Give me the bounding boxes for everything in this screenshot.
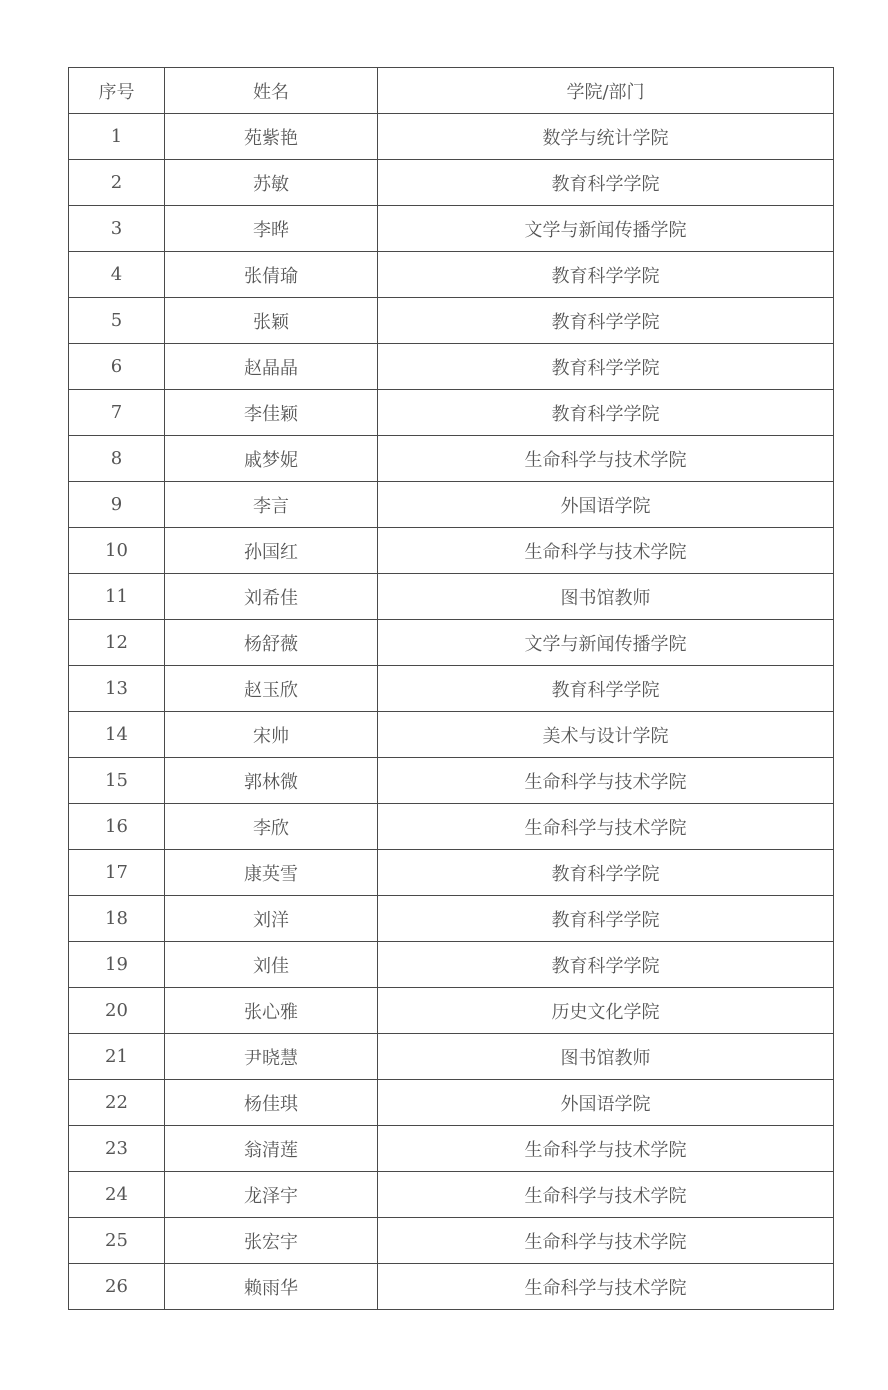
cell-department: 教育科学学院	[378, 942, 834, 988]
cell-name: 翁清莲	[165, 1126, 378, 1172]
table-row	[69, 482, 834, 528]
cell-department: 教育科学学院	[378, 850, 834, 896]
table-row	[69, 1172, 834, 1218]
cell-index: 4	[69, 252, 165, 298]
cell-name: 郭林微	[165, 758, 378, 804]
table-row	[69, 1034, 834, 1080]
cell-department: 教育科学学院	[378, 390, 834, 436]
roster-table	[68, 67, 834, 1310]
header-index: 序号	[69, 68, 165, 114]
table-row	[69, 574, 834, 620]
table-row	[69, 1218, 834, 1264]
cell-department: 教育科学学院	[378, 896, 834, 942]
cell-name: 张倩瑜	[165, 252, 378, 298]
cell-name: 赵晶晶	[165, 344, 378, 390]
cell-name: 李欣	[165, 804, 378, 850]
table-row	[69, 988, 834, 1034]
cell-index: 13	[69, 666, 165, 712]
cell-name: 杨舒薇	[165, 620, 378, 666]
table-row	[69, 252, 834, 298]
cell-name: 李佳颖	[165, 390, 378, 436]
cell-department: 生命科学与技术学院	[378, 804, 834, 850]
table-row	[69, 390, 834, 436]
cell-name: 李言	[165, 482, 378, 528]
header-row	[69, 68, 834, 114]
table-row	[69, 298, 834, 344]
cell-name: 苑紫艳	[165, 114, 378, 160]
cell-name: 赵玉欣	[165, 666, 378, 712]
cell-department: 美术与设计学院	[378, 712, 834, 758]
cell-name: 苏敏	[165, 160, 378, 206]
cell-department: 教育科学学院	[378, 160, 834, 206]
cell-index: 6	[69, 344, 165, 390]
table-row	[69, 1264, 834, 1310]
cell-index: 19	[69, 942, 165, 988]
cell-index: 26	[69, 1264, 165, 1310]
cell-name: 宋帅	[165, 712, 378, 758]
cell-department: 文学与新闻传播学院	[378, 620, 834, 666]
cell-department: 生命科学与技术学院	[378, 1126, 834, 1172]
table-row	[69, 666, 834, 712]
cell-department: 生命科学与技术学院	[378, 436, 834, 482]
cell-index: 24	[69, 1172, 165, 1218]
table-row	[69, 1080, 834, 1126]
cell-index: 7	[69, 390, 165, 436]
cell-index: 2	[69, 160, 165, 206]
cell-index: 22	[69, 1080, 165, 1126]
cell-department: 外国语学院	[378, 482, 834, 528]
cell-index: 17	[69, 850, 165, 896]
cell-name: 孙国红	[165, 528, 378, 574]
cell-name: 张颖	[165, 298, 378, 344]
table-row	[69, 344, 834, 390]
cell-department: 数学与统计学院	[378, 114, 834, 160]
cell-name: 张宏宇	[165, 1218, 378, 1264]
cell-index: 14	[69, 712, 165, 758]
table-row	[69, 436, 834, 482]
cell-name: 龙泽宇	[165, 1172, 378, 1218]
cell-name: 康英雪	[165, 850, 378, 896]
cell-department: 图书馆教师	[378, 574, 834, 620]
cell-index: 18	[69, 896, 165, 942]
table-row	[69, 528, 834, 574]
cell-name: 杨佳琪	[165, 1080, 378, 1126]
cell-department: 图书馆教师	[378, 1034, 834, 1080]
cell-name: 戚梦妮	[165, 436, 378, 482]
cell-name: 刘希佳	[165, 574, 378, 620]
table-row	[69, 114, 834, 160]
table-body	[69, 114, 834, 1310]
table-row	[69, 758, 834, 804]
table-row	[69, 942, 834, 988]
cell-index: 8	[69, 436, 165, 482]
cell-name: 张心雅	[165, 988, 378, 1034]
cell-department: 教育科学学院	[378, 666, 834, 712]
cell-index: 11	[69, 574, 165, 620]
cell-name: 尹晓慧	[165, 1034, 378, 1080]
cell-name: 李晔	[165, 206, 378, 252]
table-row	[69, 1126, 834, 1172]
cell-department: 教育科学学院	[378, 252, 834, 298]
table-row	[69, 712, 834, 758]
cell-name: 赖雨华	[165, 1264, 378, 1310]
cell-index: 21	[69, 1034, 165, 1080]
cell-index: 1	[69, 114, 165, 160]
table-row	[69, 896, 834, 942]
table-header	[69, 68, 834, 114]
cell-department: 文学与新闻传播学院	[378, 206, 834, 252]
cell-department: 外国语学院	[378, 1080, 834, 1126]
cell-index: 3	[69, 206, 165, 252]
cell-department: 生命科学与技术学院	[378, 1172, 834, 1218]
cell-index: 25	[69, 1218, 165, 1264]
cell-index: 16	[69, 804, 165, 850]
cell-department: 生命科学与技术学院	[378, 1218, 834, 1264]
cell-department: 生命科学与技术学院	[378, 1264, 834, 1310]
cell-index: 20	[69, 988, 165, 1034]
table-row	[69, 206, 834, 252]
cell-index: 23	[69, 1126, 165, 1172]
cell-name: 刘佳	[165, 942, 378, 988]
cell-name: 刘洋	[165, 896, 378, 942]
cell-department: 生命科学与技术学院	[378, 758, 834, 804]
cell-index: 9	[69, 482, 165, 528]
cell-index: 15	[69, 758, 165, 804]
cell-index: 5	[69, 298, 165, 344]
cell-department: 历史文化学院	[378, 988, 834, 1034]
cell-index: 10	[69, 528, 165, 574]
cell-department: 教育科学学院	[378, 344, 834, 390]
header-name: 姓名	[165, 68, 378, 114]
cell-department: 教育科学学院	[378, 298, 834, 344]
cell-index: 12	[69, 620, 165, 666]
table-row	[69, 850, 834, 896]
cell-department: 生命科学与技术学院	[378, 528, 834, 574]
table-row	[69, 160, 834, 206]
table-row	[69, 804, 834, 850]
header-department: 学院/部门	[378, 68, 834, 114]
table-row	[69, 620, 834, 666]
